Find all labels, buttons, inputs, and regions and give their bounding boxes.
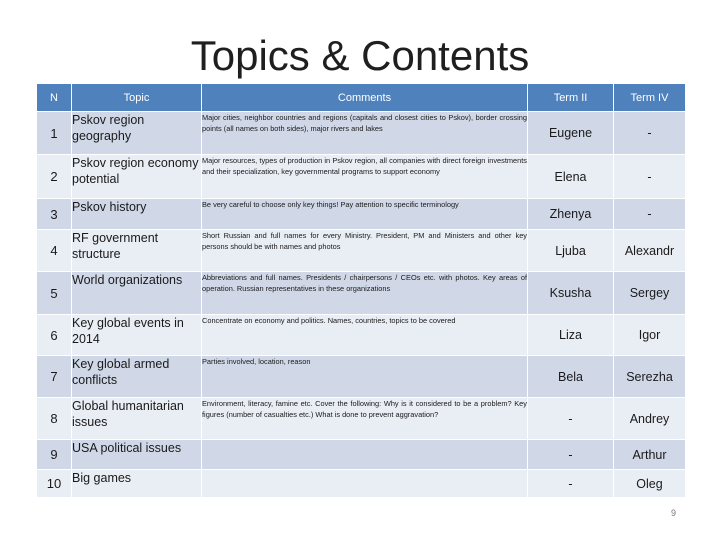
row-term-2: - [528,440,614,470]
header-comments: Comments [202,84,528,112]
table-row [37,112,686,155]
row-term-4: Alexandr [614,230,686,272]
row-term-2: - [528,470,614,498]
row-term-4: Igor [614,315,686,356]
row-comments: Abbreviations and full names. Presidents / chairpersons / CEOs etc. with photos. Key areas of operation. Russian representatives in these organizations [202,272,528,315]
row-topic: USA political issues [72,440,202,470]
table-row [37,230,686,272]
row-term-4: Serezha [614,356,686,398]
row-term-4: - [614,155,686,199]
row-number: 8 [37,398,72,440]
row-topic: Pskov region economy potential [72,155,202,199]
row-comments: Parties involved, location, reason [202,356,528,398]
row-number: 1 [37,112,72,155]
row-comments: Major resources, types of production in Pskov region, all companies with direct foreign investments and their specialization, key governmental programs to support economy [202,155,528,199]
table-row [37,199,686,230]
table-row [37,315,686,356]
row-topic: Global humanitarian issues [72,398,202,440]
row-term-4: - [614,199,686,230]
table-header-row [37,84,686,112]
row-comments [202,470,528,498]
header-term-4: Term IV [614,84,686,112]
table-row [37,440,686,470]
header-n: N [37,84,72,112]
row-number: 4 [37,230,72,272]
row-term-2: Liza [528,315,614,356]
table-row [37,272,686,315]
row-term-2: Ksusha [528,272,614,315]
header-term-2: Term II [528,84,614,112]
row-term-2: Bela [528,356,614,398]
table-row [37,470,686,498]
row-comments: Short Russian and full names for every Ministry. President, PM and Ministers and other key persons should be with names and photos [202,230,528,272]
row-term-2: Elena [528,155,614,199]
row-term-4: Arthur [614,440,686,470]
page-number: 9 [670,508,676,518]
row-number: 6 [37,315,72,356]
table-row [37,155,686,199]
row-term-4: Andrey [614,398,686,440]
row-term-4: Sergey [614,272,686,315]
row-number: 3 [37,199,72,230]
row-topic: Pskov region geography [72,112,202,155]
row-comments: Environment, literacy, famine etc. Cover the following: Why is it considered to be a problem? Key figures (number of casualties etc.) What is done to prevent aggravation? [202,398,528,440]
row-topic: World organizations [72,272,202,315]
topics-table [36,83,686,498]
slide-title: Topics & Contents [190,32,530,79]
row-number: 10 [37,470,72,498]
header-topic: Topic [72,84,202,112]
row-term-2: Eugene [528,112,614,155]
row-number: 7 [37,356,72,398]
row-comments: Major cities, neighbor countries and regions (capitals and closest cities to Pskov), border crossing points (all names on both sides), major rivers and lakes [202,112,528,155]
row-topic: Key global armed conflicts [72,356,202,398]
row-topic: RF government structure [72,230,202,272]
row-comments: Be very careful to choose only key things! Pay attention to specific terminology [202,199,528,230]
row-topic: Pskov history [72,199,202,230]
table-row [37,356,686,398]
row-number: 2 [37,155,72,199]
row-term-4: Oleg [614,470,686,498]
row-topic: Key global events in 2014 [72,315,202,356]
row-term-2: Zhenya [528,199,614,230]
row-term-2: Ljuba [528,230,614,272]
row-topic: Big games [72,470,202,498]
table-row [37,398,686,440]
row-number: 9 [37,440,72,470]
row-comments [202,440,528,470]
row-comments: Concentrate on economy and politics. Names, countries, topics to be covered [202,315,528,356]
row-number: 5 [37,272,72,315]
row-term-4: - [614,112,686,155]
row-term-2: - [528,398,614,440]
